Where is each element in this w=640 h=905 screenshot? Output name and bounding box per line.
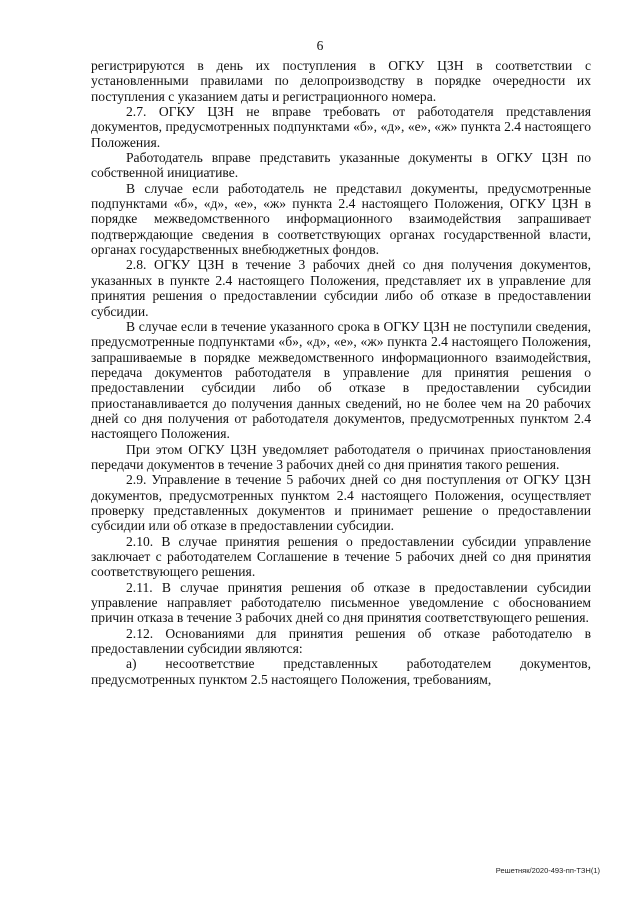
paragraph: В случае если в течение указанного срока в ОГКУ ЦЗН не поступили сведения, предусмотренные подпунктами «б», «д», «е», «ж» пункта 2.4 настоящего Положения, запрашиваемые в порядке межведомственного информационного взаимодействия, передача документов работодателя в управление для принятия решения о предоставлении субсидии либо об отказе в предоставлении субсидии приостанавливается до получения данных сведений, но не более чем на 20 рабочих дней со дня получения от работодателя документов, предусмотренных пунктом 2.4 настоящего Положения. — [91, 318, 591, 442]
paragraph: 2.8. ОГКУ ЦЗН в течение 3 рабочих дней со дня получения документов, указанных в пункте 2.4 настоящего Положения, представляет их в управление для принятия решения о предоставлении субсидии либо об отказе в предоставлении субсидии. — [91, 257, 591, 319]
paragraph: 2.12. Основаниями для принятия решения об отказе работодателю в предоставлении субсидии являются: — [91, 625, 591, 657]
paragraph: 2.11. В случае принятия решения об отказе в предоставлении субсидии управление направляет работодателю письменное уведомление с обоснованием причин отказа в течение 3 рабочих дней со дня принятия соответствующего решения. — [91, 579, 591, 626]
paragraph: 2.7. ОГКУ ЦЗН не вправе требовать от работодателя представления документов, предусмотренных подпунктами «б», «д», «е», «ж» пункта 2.4 настоящего Положения. — [91, 104, 591, 150]
paragraph: а) несоответствие представленных работодателем документов, предусмотренных пунктом 2.5 настоящего Положения, требованиям, — [91, 656, 591, 687]
paragraph: 2.10. В случае принятия решения о предоставлении субсидии управление заключает с работодателем Соглашение в течение 5 рабочих дней со дня принятия соответствующего решения. — [91, 533, 591, 580]
paragraph: регистрируются в день их поступления в ОГКУ ЦЗН в соответствии с установленными правилами по делопроизводству в порядке очередности их поступления с указанием даты и регистрационного номера. — [91, 58, 591, 104]
paragraph: Работодатель вправе представить указанные документы в ОГКУ ЦЗН по собственной инициативе. — [91, 150, 591, 181]
document-body — [91, 58, 591, 687]
paragraph: 2.9. Управление в течение 5 рабочих дней со дня поступления от ОГКУ ЦЗН документов, предусмотренных пунктом 2.4 настоящего Положения, осуществляет проверку представленных документов и принимает решение о предоставлении субсидии или об отказе в предоставлении субсидии. — [91, 472, 591, 534]
page-number: 6 — [316, 38, 324, 53]
paragraph: В случае если работодатель не представил документы, предусмотренные подпунктами «б», «д», «е», «ж» пункта 2.4 настоящего Положения, ОГКУ ЦЗН в порядке межведомственного информационного взаимодействия запрашивает подтверждающие сведения в соответствующих органах государственной власти, органах государственных внебюджетных фондов. — [91, 180, 591, 258]
document-footer-code: Решетняк/2020-493-пп-ТЗН(1) — [495, 866, 600, 875]
paragraph: При этом ОГКУ ЦЗН уведомляет работодателя о причинах приостановления передачи документов в течение 3 рабочих дней со дня принятия такого решения. — [91, 441, 591, 472]
